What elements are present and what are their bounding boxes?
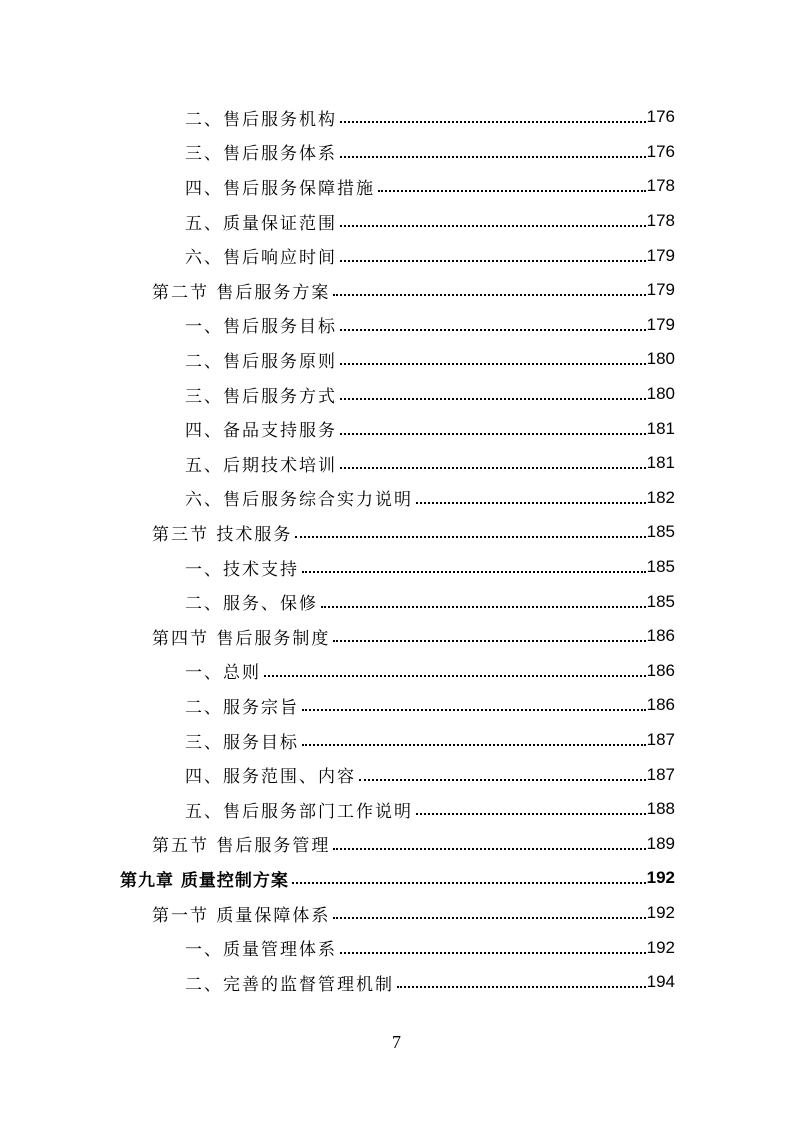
toc-entry-title: 五、质量保证范围 xyxy=(185,213,337,234)
dot-leader xyxy=(340,349,646,369)
dot-leader xyxy=(295,522,645,542)
dot-leader xyxy=(340,142,646,162)
dot-leader xyxy=(333,626,645,646)
toc-subsection-entry[interactable] xyxy=(185,377,675,412)
toc-entry-page: 185 xyxy=(646,557,675,577)
toc-entry-page: 176 xyxy=(646,141,675,161)
dot-leader xyxy=(340,315,646,335)
toc-entry-page: 186 xyxy=(646,695,675,715)
toc-entry-page: 192 xyxy=(646,868,675,888)
dot-leader xyxy=(292,868,646,888)
toc-entry-title: 三、售后服务方式 xyxy=(185,386,337,407)
dot-leader xyxy=(397,972,646,992)
toc-entry-page: 179 xyxy=(646,245,675,265)
toc-entry-title: 六、售后响应时间 xyxy=(185,248,337,269)
dot-leader xyxy=(340,246,646,266)
dot-leader xyxy=(302,557,646,577)
toc-entry-title: 二、售后服务原则 xyxy=(185,351,337,372)
toc-subsection-entry[interactable] xyxy=(185,169,675,204)
toc-entry-page: 180 xyxy=(646,349,675,369)
dot-leader xyxy=(359,765,646,785)
dot-leader xyxy=(340,384,646,404)
toc-entry-title: 二、完善的监督管理机制 xyxy=(185,974,394,995)
toc-subsection-entry[interactable] xyxy=(185,238,675,273)
toc-subsection-entry[interactable] xyxy=(185,723,675,758)
toc-entry-title: 四、服务范围、内容 xyxy=(185,767,356,788)
toc-entry-page: 178 xyxy=(646,211,675,231)
toc-entry-title: 四、售后服务保障措施 xyxy=(185,178,375,199)
toc-entry-page: 182 xyxy=(646,487,675,507)
toc-section-entry[interactable] xyxy=(152,515,675,550)
toc-entry-page: 185 xyxy=(646,591,675,611)
toc-subsection-entry[interactable] xyxy=(185,446,675,481)
toc-subsection-entry[interactable] xyxy=(185,792,675,827)
toc-entry-title: 第四节 售后服务制度 xyxy=(152,628,331,649)
toc-subsection-entry[interactable] xyxy=(185,204,675,239)
toc-subsection-entry[interactable] xyxy=(185,308,675,343)
dot-leader xyxy=(321,592,646,612)
toc-subsection-entry[interactable] xyxy=(185,411,675,446)
toc-entry-title: 第五节 售后服务管理 xyxy=(152,836,331,857)
toc-entry-title: 第二节 售后服务方案 xyxy=(152,282,331,303)
dot-leader xyxy=(302,730,646,750)
toc-entry-title: 一、技术支持 xyxy=(185,559,299,580)
toc-section-entry[interactable] xyxy=(152,273,675,308)
toc-chapter-entry[interactable] xyxy=(120,861,675,896)
toc-subsection-entry[interactable] xyxy=(185,550,675,585)
toc-subsection-entry[interactable] xyxy=(185,757,675,792)
dot-leader xyxy=(333,280,645,300)
toc-entry-title: 第一节 质量保障体系 xyxy=(152,905,331,926)
dot-leader xyxy=(302,695,646,715)
dot-leader xyxy=(340,938,646,958)
dot-leader xyxy=(416,488,646,508)
toc-entry-page: 187 xyxy=(646,764,675,784)
dot-leader xyxy=(378,176,646,196)
toc-entry-page: 178 xyxy=(646,176,675,196)
toc-subsection-entry[interactable] xyxy=(185,654,675,689)
toc-subsection-entry[interactable] xyxy=(185,965,675,1000)
toc-entry-page: 179 xyxy=(646,314,675,334)
toc-entry-title: 一、质量管理体系 xyxy=(185,940,337,961)
dot-leader xyxy=(416,799,646,819)
dot-leader xyxy=(333,834,645,854)
toc-subsection-entry[interactable] xyxy=(185,135,675,170)
toc-subsection-entry[interactable] xyxy=(185,481,675,516)
toc-entry-page: 194 xyxy=(646,972,675,992)
toc-entry-page: 188 xyxy=(646,799,675,819)
toc-entry-title: 五、后期技术培训 xyxy=(185,455,337,476)
toc-entry-title: 二、服务、保修 xyxy=(185,594,318,615)
toc-entry-page: 192 xyxy=(646,937,675,957)
toc-entry-title: 三、服务目标 xyxy=(185,732,299,753)
toc-entry-title: 一、售后服务目标 xyxy=(185,317,337,338)
toc-entry-page: 181 xyxy=(646,453,675,473)
dot-leader xyxy=(340,419,646,439)
toc-section-entry[interactable] xyxy=(152,896,675,931)
toc-entry-title: 三、售后服务体系 xyxy=(185,144,337,165)
page-number: 7 xyxy=(392,1032,401,1052)
toc-entry-title: 一、总则 xyxy=(185,663,261,684)
toc-entry-page: 192 xyxy=(646,903,675,923)
toc-section-entry[interactable] xyxy=(152,827,675,862)
dot-leader xyxy=(333,903,645,923)
toc-entry-page: 181 xyxy=(646,418,675,438)
toc-subsection-entry[interactable] xyxy=(185,930,675,965)
toc-entry-page: 180 xyxy=(646,384,675,404)
toc-entry-title: 五、售后服务部门工作说明 xyxy=(185,801,413,822)
toc-subsection-entry[interactable] xyxy=(185,100,675,135)
toc-entry-page: 187 xyxy=(646,730,675,750)
toc-section-entry[interactable] xyxy=(152,619,675,654)
toc-entry-title: 二、售后服务机构 xyxy=(185,109,337,130)
toc-subsection-entry[interactable] xyxy=(185,342,675,377)
toc-entry-page: 186 xyxy=(646,626,675,646)
toc-subsection-entry[interactable] xyxy=(185,688,675,723)
dot-leader xyxy=(264,661,646,681)
toc-entry-page: 189 xyxy=(646,833,675,853)
dot-leader xyxy=(340,453,646,473)
toc-entry-page: 179 xyxy=(646,280,675,300)
toc-entry-title: 六、售后服务综合实力说明 xyxy=(185,490,413,511)
toc-entry-title: 二、服务宗旨 xyxy=(185,697,299,718)
dot-leader xyxy=(340,211,646,231)
toc-entry-page: 176 xyxy=(646,107,675,127)
toc-entry-page: 186 xyxy=(646,660,675,680)
toc-entry-title: 第九章 质量控制方案 xyxy=(120,870,289,891)
toc-entry-page: 185 xyxy=(646,522,675,542)
toc-subsection-entry[interactable] xyxy=(185,584,675,619)
dot-leader xyxy=(340,107,646,127)
toc-entry-title: 第三节 技术服务 xyxy=(152,524,293,545)
toc-entry-title: 四、备品支持服务 xyxy=(185,421,337,442)
